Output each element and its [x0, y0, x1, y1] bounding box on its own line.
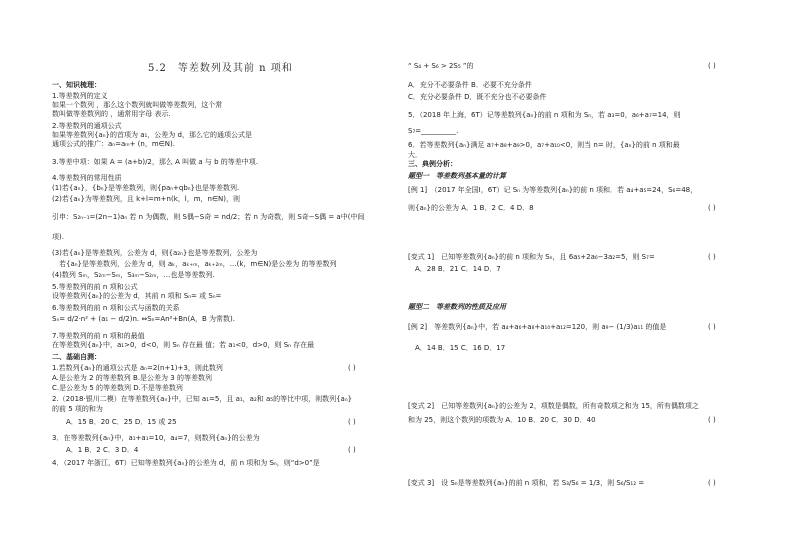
- left-text-line: 3.等差中项：如果 A = (a+b)/2，那么 A 叫做 a 与 b 的等差中项.: [52, 158, 258, 166]
- left-text-line: Sₙ= d/2·n² + (a₁ − d/2)n. ⇔Sₙ=An²+Bn(A，B 为常数).: [52, 315, 235, 323]
- left-text-line: 1.等差数列的定义: [52, 92, 108, 100]
- left-text-line: 2.等差数列的通项公式: [52, 122, 122, 130]
- left-text-line: 引申：S₂ₙ₋₁=(2n−1)aₙ 若 n 为偶数，则 S偶−S奇 = nd/2；若 n 为奇数，则 S奇−S偶 = a中(中间: [52, 213, 365, 221]
- right-text-line: C．充分必要条件 D．既不充分也不必要条件: [408, 93, 547, 101]
- left-text-line: 通项公式的推广：aₙ=aₘ+ (n，m∈N).: [52, 140, 175, 148]
- left-text-line: 如果一个数列 ，那么这个数列就叫做等差数列，这个常: [52, 101, 223, 109]
- answer-bracket: ( ): [348, 364, 356, 372]
- left-text-line: (2)若{aₙ}为等差数列，且 k+l=m+n(k，l，m，n∈N)，则: [52, 195, 241, 203]
- right-text-line: 三、典例分析：: [408, 160, 457, 168]
- left-text-line: 4．（2017 年浙江，6T）已知等差数列{aₙ}的公差为 d，前 n 项和为 Sₙ，则“d>0”是: [52, 459, 320, 467]
- right-text-line: [变式 1] 已知等差数列{aₙ}的前 n 项和为 Sₙ，且 6a₅+2a₆−3a₂=5，则 S₇=: [408, 253, 655, 261]
- answer-bracket: ( ): [708, 323, 716, 331]
- left-text-line: 一、知识梳理：: [52, 81, 101, 89]
- left-text-line: 6.等差数列的前 n 项和公式与函数的关系: [52, 304, 180, 312]
- answer-bracket: ( ): [708, 479, 716, 487]
- left-text-line: A．1 B．2 C．3 D．4: [52, 446, 139, 454]
- left-text-line: 的前 5 项的和为: [52, 405, 103, 413]
- left-text-line: A．15 B．20 C．25 D．15 或 25: [52, 418, 177, 426]
- left-text-line: 在等差数列{aₙ}中，a₁>0，d<0，则 Sₙ 存在最 值；若 a₁<0，d>0，则 Sₙ 存在最: [52, 341, 315, 349]
- right-text-line: [变式 2] 已知等差数列{aₙ}的公差为 2，项数是偶数，所有奇数项之和为 15，所有偶数项之: [408, 402, 699, 410]
- answer-bracket: ( ): [708, 416, 716, 424]
- right-text-line: 大．: [408, 151, 422, 159]
- right-text-line: 题型一 等差数列基本量的计算: [408, 172, 506, 180]
- answer-bracket: ( ): [708, 62, 716, 70]
- page-title: 5.2 等差数列及其前 n 项和: [148, 63, 293, 74]
- right-text-line: S₇=__________.: [408, 127, 459, 135]
- left-text-line: 3．在等差数列{aₙ}中，a₁+a₁=10，a₄=7，则数列{aₙ}的公差为: [52, 434, 260, 442]
- left-text-line: 如果等差数列{aₙ}的首项为 a₁，公差为 d，那么它的通项公式是: [52, 131, 252, 139]
- left-text-line: 7.等差数列的前 n 项和的最值: [52, 332, 145, 340]
- left-text-line: A.是公差为 2 的等差数列 B.是公差为 3 的等差数列: [52, 374, 212, 382]
- left-text-line: 设等差数列{aₙ}的公差为 d，其前 n 项和 Sₙ= 或 Sₙ=: [52, 292, 222, 300]
- left-text-line: (3)若{aₙ}是等差数列，公差为 d，则{a₂ₙ}也是等差数列，公差为: [52, 249, 258, 257]
- right-text-line: “ S₄ + S₆ > 2S₅ ”的: [408, 62, 474, 70]
- left-text-line: 1.若数列{aₙ}的通项公式是 aₙ=2(n+1)+3，则此数列: [52, 364, 223, 372]
- right-text-line: 6．若等差数列{aₙ}满足 a₇+a₈+a₉>0，a₇+a₁₀<0，则当 n= 时，{aₙ}的前 n 项和最: [408, 141, 680, 149]
- right-text-line: 则{aₙ}的公差为 A．1 B．2 C．4 D．8: [408, 204, 534, 212]
- answer-bracket: ( ): [348, 446, 356, 454]
- answer-bracket: ( ): [708, 253, 716, 261]
- left-text-line: 数叫做等差数列的 ，通常用字母 表示.: [52, 110, 171, 118]
- left-text-line: (1)若{aₙ}，{bₙ}是等差数列，则{paₙ+qbₙ}也是等差数列.: [52, 184, 240, 192]
- left-text-line: 4.等差数列的常用性质: [52, 174, 122, 182]
- answer-bracket: ( ): [348, 418, 356, 426]
- right-text-line: A．充分不必要条件 B．必要不充分条件: [408, 81, 532, 89]
- right-text-line: [变式 3] 设 Sₙ是等差数列{aₙ}的前 n 项和，若 S₃/S₆ = 1/3，则 S₆/S₁₂ =: [408, 479, 645, 487]
- left-text-line: 5.等差数列的前 n 项和公式: [52, 283, 138, 291]
- right-text-line: A．14 B．15 C．16 D．17: [408, 344, 506, 352]
- right-text-line: 和为 25，则这个数列的项数为 A．10 B．20 C．30 D．40: [408, 416, 596, 424]
- left-text-line: C.是公差为 5 的等差数列 D.不是等差数列: [52, 384, 183, 392]
- right-text-line: [例 2] 等差数列{aₙ}中，若 a₄+a₆+a₈+a₁₀+a₁₂=120，则 a₉− (1/3)a₁₁ 的值是: [408, 323, 667, 331]
- left-text-line: 2.（2018·银川二模）在等差数列{aₙ}中，已知 a₁=5，且 a₁，a₂和 a₅的等比中项，则数列{aₙ}: [52, 395, 353, 403]
- left-text-line: 项).: [52, 233, 64, 241]
- right-text-line: A．28 B．21 C．14 D．7: [408, 265, 501, 273]
- left-text-line: 二、基础自测：: [52, 353, 101, 361]
- left-text-line: 若{aₙ}是等差数列，公差为 d，则 aₖ，aₖ₊ₘ，aₖ₊₂ₘ，…(k，m∈N)是公差为 的等差数列: [52, 260, 337, 268]
- right-text-line: 题型二 等差数列的性质及应用: [408, 303, 506, 311]
- left-text-line: (4)数列 Sₘ，S₂ₘ−Sₘ，S₃ₘ−S₂ₘ，…也是等差数列.: [52, 271, 215, 279]
- answer-bracket: ( ): [708, 204, 716, 212]
- right-text-line: 5．（2018 年上海，6T）记等差数列{aₙ}的前 n 项和为 Sₙ，若 a₃=0，a₆+a₇=14，则: [408, 111, 681, 119]
- right-text-line: [例 1] （2017 年全国Ⅰ，6T）记 Sₙ 为等差数列{aₙ}的前 n 项和．若 a₄+a₅=24，S₆=48，: [408, 186, 698, 194]
